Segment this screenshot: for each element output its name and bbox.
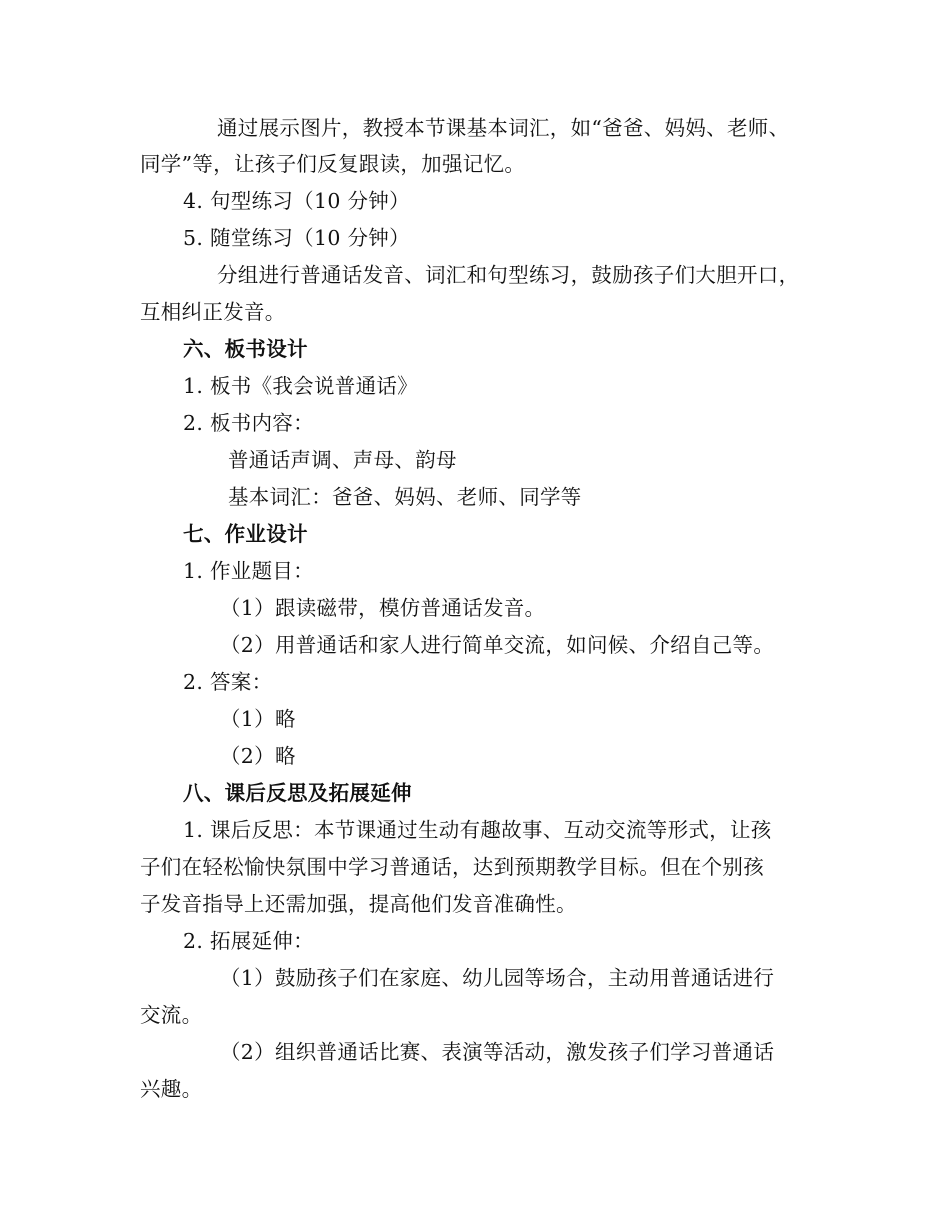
paragraph-line: 通过展示图片，教授本节课基本词汇，如“爸爸、妈妈、老师、 bbox=[217, 116, 790, 140]
sub-list-item: （2）组织普通话比赛、表演等活动，激发孩子们学习普通话 bbox=[220, 1040, 775, 1064]
paragraph-line: 互相纠正发音。 bbox=[140, 300, 286, 324]
sub-list-item: （1）跟读磁带，模仿普通话发音。 bbox=[220, 596, 546, 620]
list-item: 1. 课后反思：本节课通过生动有趣故事、互动交流等形式，让孩 bbox=[183, 818, 772, 842]
list-item: 1. 板书《我会说普通话》 bbox=[183, 374, 418, 398]
list-item: 4. 句型练习（10 分钟） bbox=[183, 189, 410, 213]
paragraph-line: 基本词汇：爸爸、妈妈、老师、同学等 bbox=[228, 485, 582, 509]
list-item: 5. 随堂练习（10 分钟） bbox=[183, 226, 410, 250]
section-heading: 六、板书设计 bbox=[183, 337, 308, 361]
paragraph-line: 子们在轻松愉快氛围中学习普通话，达到预期教学目标。但在个别孩 bbox=[140, 855, 764, 879]
sub-list-item: （1）鼓励孩子们在家庭、幼儿园等场合，主动用普通话进行 bbox=[220, 966, 775, 990]
section-heading: 八、课后反思及拓展延伸 bbox=[183, 781, 412, 805]
section-heading: 七、作业设计 bbox=[183, 522, 308, 546]
paragraph-line: 交流。 bbox=[140, 1003, 203, 1027]
list-item: 2. 答案： bbox=[183, 670, 273, 694]
sub-list-item: （2）略 bbox=[220, 744, 296, 768]
list-item: 2. 拓展延伸： bbox=[183, 929, 314, 953]
paragraph-line: 子发音指导上还需加强，提高他们发音准确性。 bbox=[140, 892, 577, 916]
paragraph-line: 兴趣。 bbox=[140, 1077, 203, 1101]
list-item: 2. 板书内容： bbox=[183, 411, 314, 435]
paragraph-line: 分组进行普通话发音、词汇和句型练习，鼓励孩子们大胆开口， bbox=[217, 263, 800, 287]
paragraph-line: 同学”等，让孩子们反复跟读，加强记忆。 bbox=[140, 152, 526, 176]
sub-list-item: （2）用普通话和家人进行简单交流，如问候、介绍自己等。 bbox=[220, 633, 775, 657]
paragraph-line: 普通话声调、声母、韵母 bbox=[228, 448, 457, 472]
list-item: 1. 作业题目： bbox=[183, 559, 314, 583]
sub-list-item: （1）略 bbox=[220, 707, 296, 731]
